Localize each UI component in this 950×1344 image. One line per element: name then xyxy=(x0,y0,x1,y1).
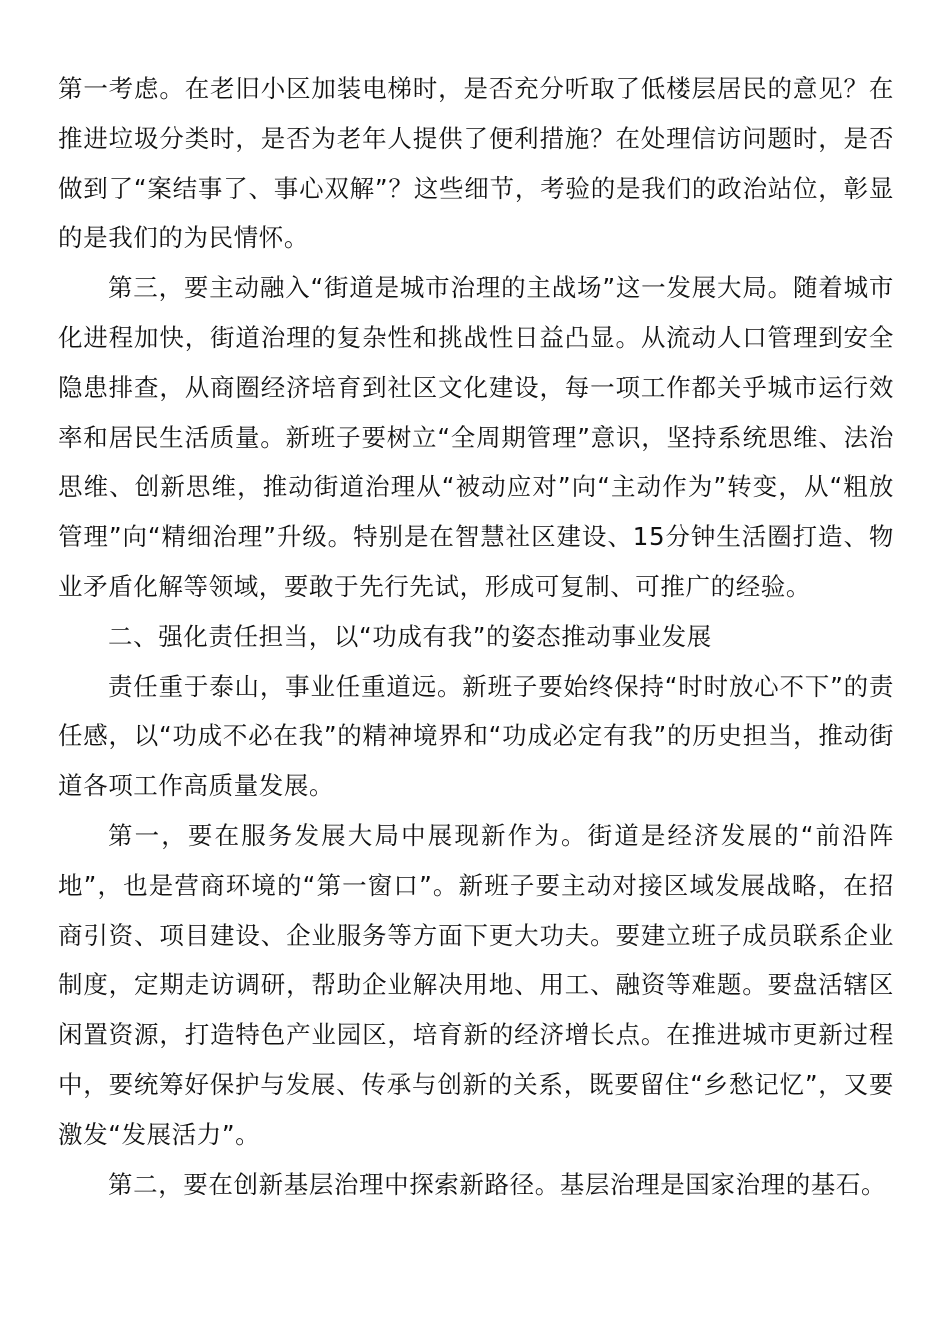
paragraph-third-point: 第三，要主动融入“街道是城市治理的主战场”这一发展大局。随着城市化进程加快，街道治理的复杂性和挑战性日益凸显。从流动人口管理到安全隐患排查，从商圈经济培育到社区文化建设，每一项工作都关乎城市运行效率和居民生活质量。新班子要树立“全周期管理”意识，坚持系统思维、法治思维、创新思维，推动街道治理从“被动应对”向“主动作为”转变，从“粗放管理”向“精细治理”升级。特别是在智慧社区建设、15分钟生活圈打造、物业矛盾化解等领域，要敢于先行先试，形成可复制、可推广的经验。 xyxy=(58,273,894,601)
paragraph-continuation: 第一考虑。在老旧小区加装电梯时，是否充分听取了低楼层居民的意见？在推进垃圾分类时，是否为老年人提供了便利措施？在处理信访问题时，是否做到了“案结事了、事心双解”？这些细节，考验的是我们的政治站位，彰显的是我们的为民情怀。 xyxy=(58,74,894,253)
section-heading-2: 二、强化责任担当，以“功成有我”的姿态推动事业发展 xyxy=(108,621,712,651)
document-body xyxy=(58,64,894,1209)
paragraph-second-point: 第二，要在创新基层治理中探索新路径。基层治理是国家治理的基石。 xyxy=(108,1169,887,1199)
paragraph-responsibility: 责任重于泰山，事业任重道远。新班子要始终保持“时时放心不下”的责任感，以“功成不必在我”的精神境界和“功成必定有我”的历史担当，推动街道各项工作高质量发展。 xyxy=(58,671,894,801)
paragraph-first-point: 第一，要在服务发展大局中展现新作为。街道是经济发展的“前沿阵地”，也是营商环境的“第一窗口”。新班子要主动对接区域发展战略，在招商引资、项目建设、企业服务等方面下更大功夫。要建立班子成员联系企业制度，定期走访调研，帮助企业解决用地、用工、融资等难题。要盘活辖区闲置资源，打造特色产业园区，培育新的经济增长点。在推进城市更新过程中，要统筹好保护与发展、传承与创新的关系，既要留住“乡愁记忆”，又要激发“发展活力”。 xyxy=(58,820,894,1149)
